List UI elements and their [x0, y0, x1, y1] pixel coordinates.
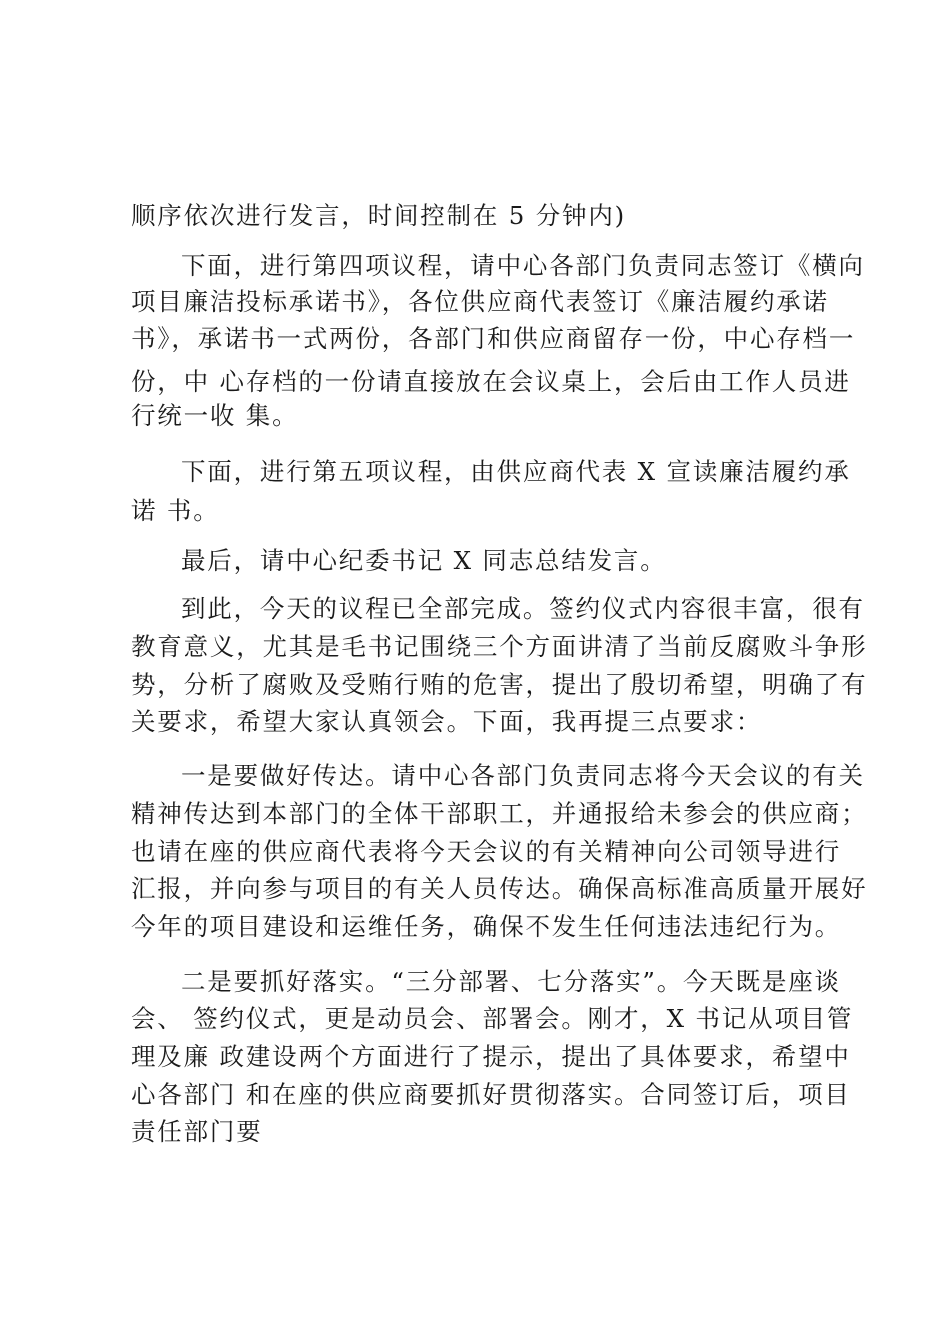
text-line: 会、 签约仪式，更是动员会、部署会。刚才，X 书记从项目管 — [131, 1004, 854, 1033]
text-line: 责任部门要 — [131, 1117, 263, 1146]
paragraph-first-line: 下面，进行第四项议程，请中心各部门负责同志签订《横向 — [181, 251, 865, 280]
paragraph-first-line: 到此，今天的议程已全部完成。签约仪式内容很丰富，很有 — [181, 594, 865, 623]
text-line: 份，中 心存档的一份请直接放在会议桌上，会后由工作人员进 — [131, 367, 851, 396]
text-line: 心各部门 和在座的供应商要抓好贯彻落实。合同签订后，项目 — [131, 1080, 851, 1109]
text-line: 项目廉洁投标承诺书》，各位供应商代表签订《廉洁履约承诺 — [131, 287, 829, 316]
text-line: 汇报，并向参与项目的有关人员传达。确保高标准高质量开展好 — [131, 874, 868, 903]
text-line: 势，分析了腐败及受贿行贿的危害，提出了殷切希望，明确了有 — [131, 670, 868, 699]
text-line: 顺序依次进行发言，时间控制在 5 分钟内) — [131, 201, 627, 230]
paragraph-first-line: 最后，请中心纪委书记 X 同志总结发言。 — [181, 546, 667, 575]
text-line: 理及廉 政建设两个方面进行了提示，提出了具体要求，希望中 — [131, 1042, 851, 1071]
text-line: 诺 书。 — [131, 496, 220, 525]
text-line: 关要求，希望大家认真领会。下面，我再提三点要求： — [131, 707, 763, 736]
text-line: 行统一收 集。 — [131, 401, 299, 430]
paragraph-first-line: 二是要抓好落实。“三分部署、七分落实”。今天既是座谈 — [181, 967, 841, 996]
text-line: 也请在座的供应商代表将今天会议的有关精神向公司领导进行 — [131, 837, 842, 866]
text-line: 教育意义，尤其是毛书记围绕三个方面讲清了当前反腐败斗争形 — [131, 632, 868, 661]
text-line: 今年的项目建设和运维任务，确保不发生任何违法违纪行为。 — [131, 912, 842, 941]
text-line: 精神传达到本部门的全体干部职工，并通报给未参会的供应商； — [131, 799, 868, 828]
text-line: 书》，承诺书一式两份，各部门和供应商留存一份，中心存档一 — [131, 324, 856, 353]
paragraph-first-line: 下面，进行第五项议程，由供应商代表 X 宣读廉洁履约承 — [181, 457, 851, 486]
paragraph-first-line: 一是要做好传达。请中心各部门负责同志将今天会议的有关 — [181, 761, 865, 790]
